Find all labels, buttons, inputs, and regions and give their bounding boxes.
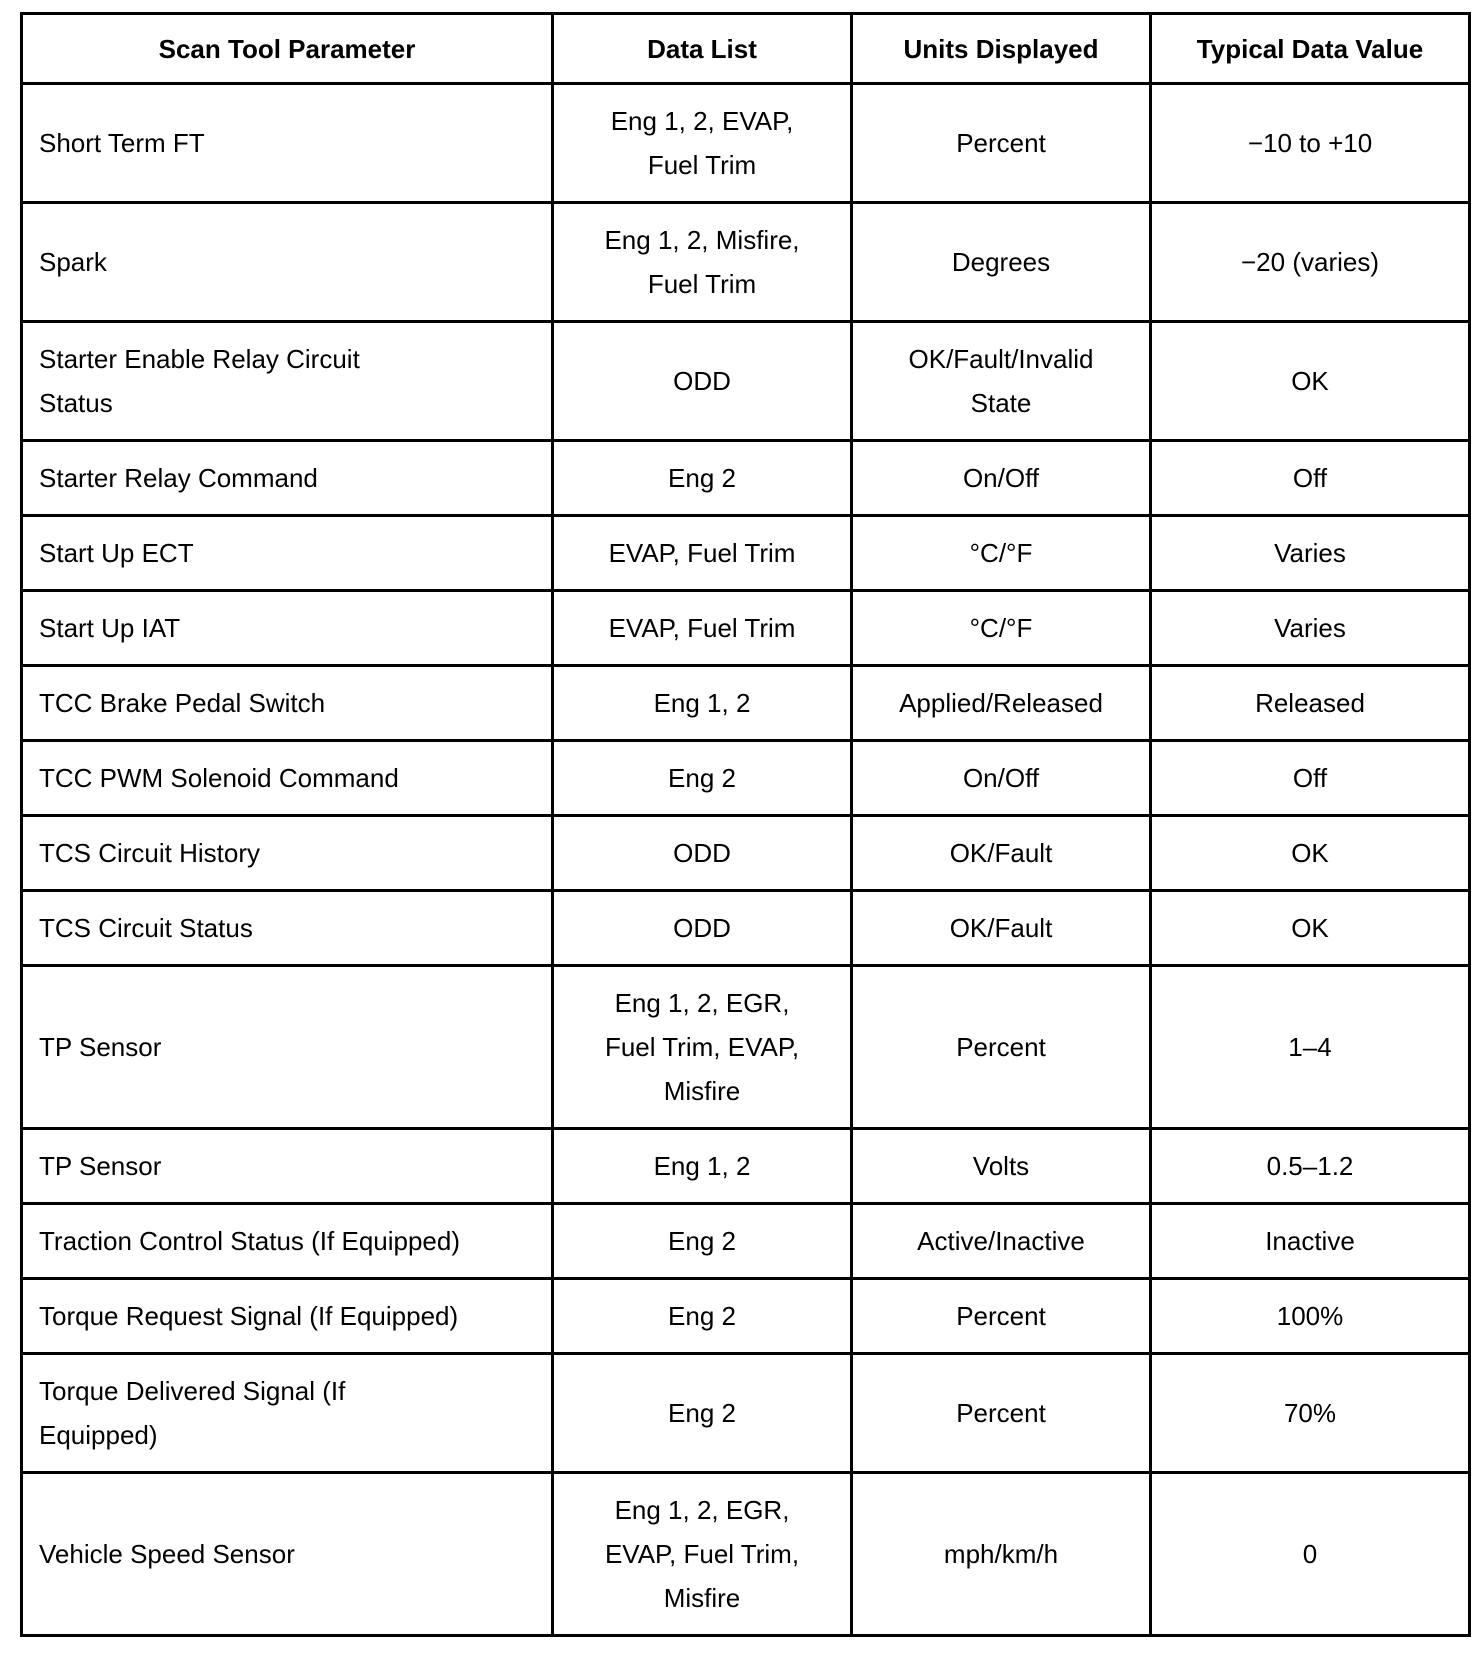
typical-value-cell: 100%	[1151, 1279, 1470, 1354]
data-list-cell: Eng 2	[553, 741, 852, 816]
data-list-cell: Eng 1, 2, EVAP, Fuel Trim	[553, 84, 852, 203]
parameter-cell: TP Sensor	[22, 966, 553, 1129]
parameter-cell: Start Up ECT	[22, 516, 553, 591]
typical-value-cell: −20 (varies)	[1151, 203, 1470, 322]
units-cell: mph/km/h	[852, 1473, 1151, 1636]
header-typical-data-value: Typical Data Value	[1151, 14, 1470, 84]
units-cell: Volts	[852, 1129, 1151, 1204]
units-cell: °C/°F	[852, 516, 1151, 591]
table-row	[22, 516, 1470, 591]
parameter-cell: Torque Delivered Signal (If Equipped)	[22, 1354, 553, 1473]
table-row	[22, 1279, 1470, 1354]
table-row	[22, 966, 1470, 1129]
table-row	[22, 666, 1470, 741]
parameter-cell: Traction Control Status (If Equipped)	[22, 1204, 553, 1279]
data-list-cell: ODD	[553, 891, 852, 966]
typical-value-cell: 1–4	[1151, 966, 1470, 1129]
table-row	[22, 591, 1470, 666]
data-list-cell: Eng 1, 2	[553, 666, 852, 741]
table-row	[22, 84, 1470, 203]
units-cell: °C/°F	[852, 591, 1151, 666]
parameter-cell: Short Term FT	[22, 84, 553, 203]
parameter-cell: Spark	[22, 203, 553, 322]
table-row	[22, 891, 1470, 966]
units-cell: Degrees	[852, 203, 1151, 322]
typical-value-cell: −10 to +10	[1151, 84, 1470, 203]
typical-value-cell: OK	[1151, 891, 1470, 966]
parameter-cell: Starter Relay Command	[22, 441, 553, 516]
data-list-cell: Eng 1, 2, Misfire, Fuel Trim	[553, 203, 852, 322]
units-cell: Percent	[852, 84, 1151, 203]
data-list-cell: Eng 1, 2, EGR, Fuel Trim, EVAP, Misfire	[553, 966, 852, 1129]
table-row	[22, 1354, 1470, 1473]
data-list-cell: EVAP, Fuel Trim	[553, 591, 852, 666]
table-row	[22, 1204, 1470, 1279]
typical-value-cell: OK	[1151, 322, 1470, 441]
parameter-cell: TCC PWM Solenoid Command	[22, 741, 553, 816]
typical-value-cell: Varies	[1151, 591, 1470, 666]
header-row	[22, 14, 1470, 84]
units-cell: OK/Fault/Invalid State	[852, 322, 1151, 441]
typical-value-cell: OK	[1151, 816, 1470, 891]
parameter-cell: Vehicle Speed Sensor	[22, 1473, 553, 1636]
data-list-cell: Eng 2	[553, 1204, 852, 1279]
data-list-cell: ODD	[553, 322, 852, 441]
scan-tool-data-table	[20, 12, 1471, 1637]
units-cell: Active/Inactive	[852, 1204, 1151, 1279]
table-row	[22, 816, 1470, 891]
parameter-cell: TCS Circuit History	[22, 816, 553, 891]
units-cell: OK/Fault	[852, 816, 1151, 891]
typical-value-cell: Released	[1151, 666, 1470, 741]
units-cell: OK/Fault	[852, 891, 1151, 966]
data-list-cell: Eng 1, 2, EGR, EVAP, Fuel Trim, Misfire	[553, 1473, 852, 1636]
table-row	[22, 322, 1470, 441]
units-cell: Applied/Released	[852, 666, 1151, 741]
parameter-cell: Start Up IAT	[22, 591, 553, 666]
table-row	[22, 1473, 1470, 1636]
typical-value-cell: Off	[1151, 441, 1470, 516]
units-cell: Percent	[852, 1279, 1151, 1354]
data-list-cell: Eng 2	[553, 1279, 852, 1354]
data-list-cell: Eng 2	[553, 1354, 852, 1473]
units-cell: On/Off	[852, 441, 1151, 516]
typical-value-cell: Inactive	[1151, 1204, 1470, 1279]
typical-value-cell: 0	[1151, 1473, 1470, 1636]
data-list-cell: EVAP, Fuel Trim	[553, 516, 852, 591]
parameter-cell: Torque Request Signal (If Equipped)	[22, 1279, 553, 1354]
header-units-displayed: Units Displayed	[852, 14, 1151, 84]
table-row	[22, 441, 1470, 516]
parameter-cell: TCC Brake Pedal Switch	[22, 666, 553, 741]
typical-value-cell: 0.5–1.2	[1151, 1129, 1470, 1204]
data-list-cell: ODD	[553, 816, 852, 891]
table-row	[22, 741, 1470, 816]
parameter-cell: TP Sensor	[22, 1129, 553, 1204]
header-data-list: Data List	[553, 14, 852, 84]
typical-value-cell: Varies	[1151, 516, 1470, 591]
units-cell: On/Off	[852, 741, 1151, 816]
units-cell: Percent	[852, 966, 1151, 1129]
data-list-cell: Eng 1, 2	[553, 1129, 852, 1204]
header-scan-tool-parameter: Scan Tool Parameter	[22, 14, 553, 84]
data-list-cell: Eng 2	[553, 441, 852, 516]
parameter-cell: TCS Circuit Status	[22, 891, 553, 966]
table-row	[22, 203, 1470, 322]
typical-value-cell: Off	[1151, 741, 1470, 816]
parameter-cell: Starter Enable Relay Circuit Status	[22, 322, 553, 441]
units-cell: Percent	[852, 1354, 1151, 1473]
table-row	[22, 1129, 1470, 1204]
typical-value-cell: 70%	[1151, 1354, 1470, 1473]
